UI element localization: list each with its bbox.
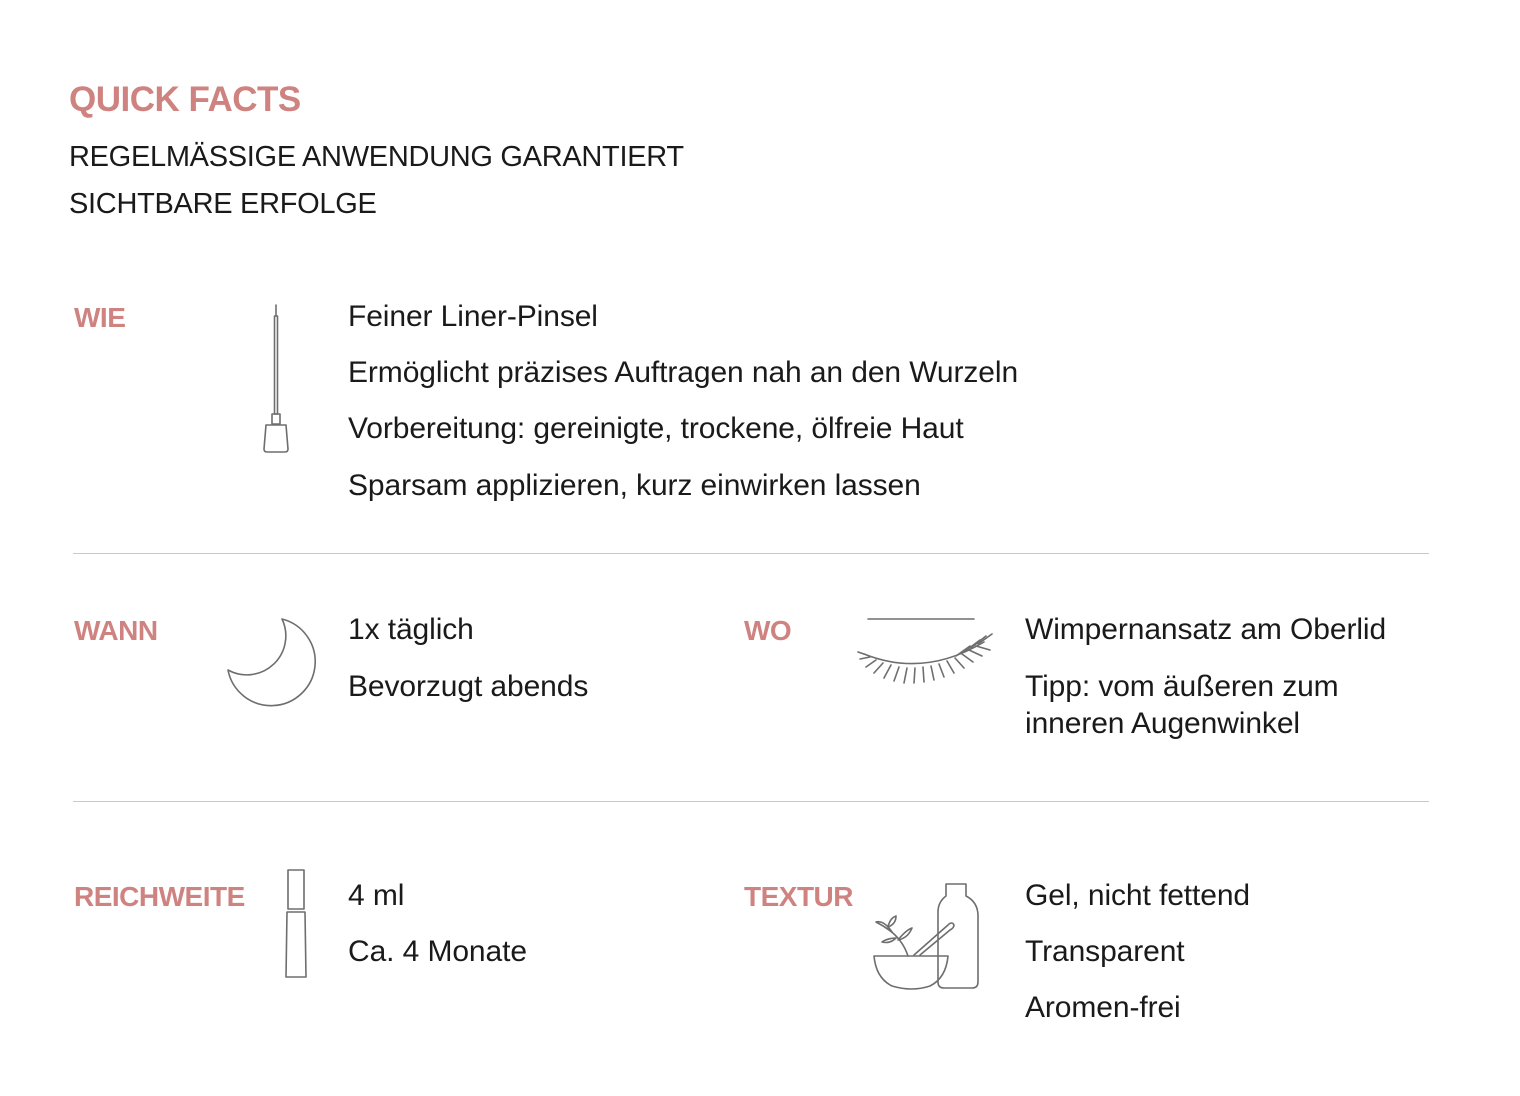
wann-line-2: Bevorzugt abends [348,670,589,703]
wann-line-1: 1x täglich [348,613,474,646]
textur-label: TEXTUR [744,881,853,912]
reichweite-line-2: Ca. 4 Monate [348,935,527,968]
divider-1 [73,553,1429,554]
subtitle-line-2: SICHTBARE ERFOLGE [69,188,377,220]
wo-label: WO [744,615,792,646]
wie-line-1: Feiner Liner-Pinsel [348,300,598,333]
textur-line-3: Aromen-frei [1025,991,1181,1024]
eyelash-icon [856,612,996,688]
tube-icon [284,869,308,981]
wo-line-1: Wimpernansatz am Oberlid [1025,613,1387,646]
moon-icon [224,616,320,712]
wann-label: WANN [74,615,158,646]
textur-line-2: Transparent [1025,935,1185,968]
wo-line-2: Tipp: vom äußeren zum [1025,670,1339,703]
subtitle-line-1: REGELMÄSSIGE ANWENDUNG GARANTIERT [69,141,684,173]
reichweite-line-1: 4 ml [348,879,405,912]
wie-line-4: Sparsam applizieren, kurz einwirken lassen [348,469,921,502]
page-title: QUICK FACTS [69,80,301,119]
mortar-bottle-icon [868,882,984,994]
reichweite-label: REICHWEITE [74,881,245,912]
wie-line-2: Ermöglicht präzises Auftragen nah an den Wurzeln [348,356,1019,389]
liner-brush-icon [262,304,292,454]
wie-label: WIE [74,302,126,333]
divider-2 [73,801,1429,802]
textur-line-1: Gel, nicht fettend [1025,879,1251,912]
wo-line-3: inneren Augenwinkel [1025,707,1300,740]
wie-line-3: Vorbereitung: gereinigte, trockene, ölfreie Haut [348,412,964,445]
